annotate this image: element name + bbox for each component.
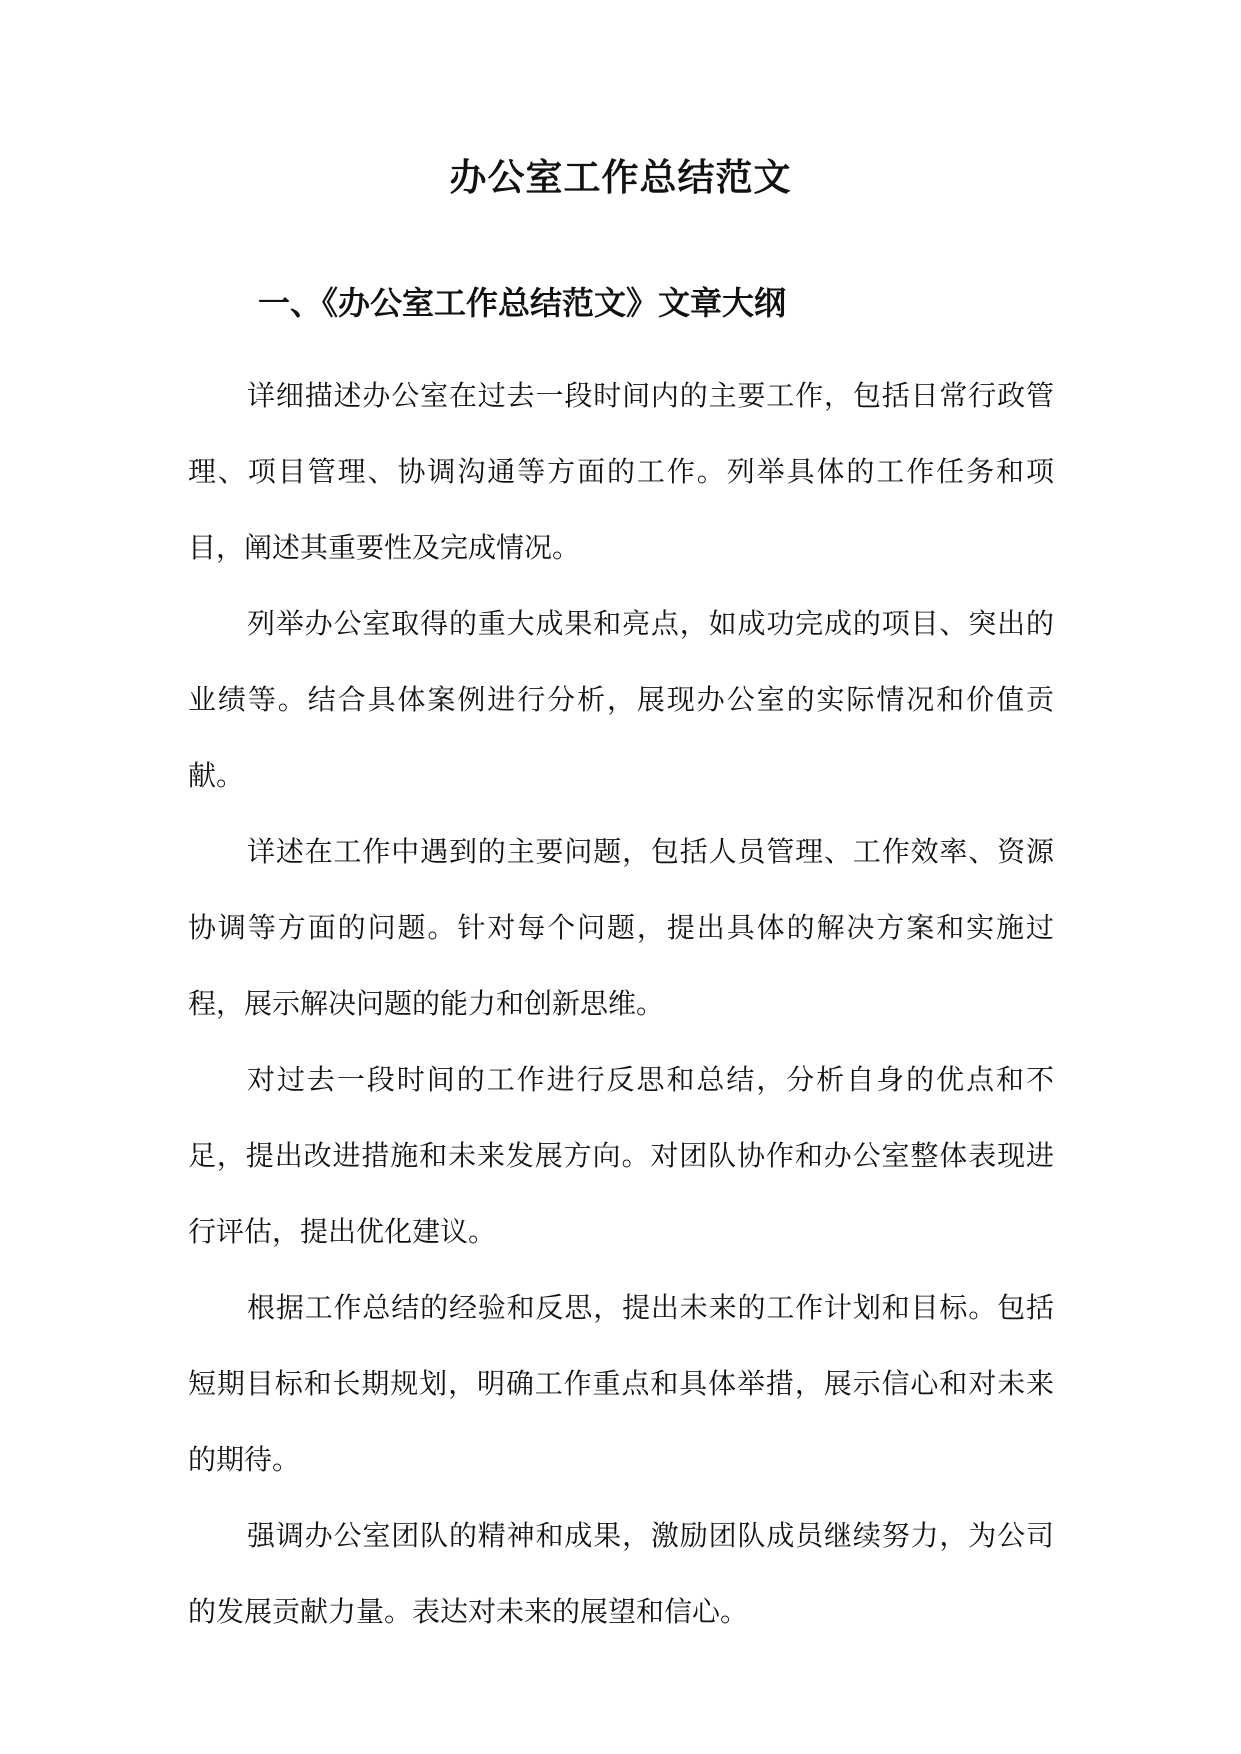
- paragraph-problems-solutions: 详述在工作中遇到的主要问题，包括人员管理、工作效率、资源协调等方面的问题。针对每个问题，提出具体的解决方案和实施过程，展示解决问题的能力和创新思维。: [188, 835, 1054, 1020]
- section-heading: 一、《办公室工作总结范文》文章大纲: [258, 284, 787, 322]
- paragraph-achievements: 列举办公室取得的重大成果和亮点，如成功完成的项目、突出的业绩等。结合具体案例进行分析，展现办公室的实际情况和价值贡献。: [188, 607, 1054, 792]
- paragraph-work-overview: 详细描述办公室在过去一段时间内的主要工作，包括日常行政管理、项目管理、协调沟通等方面的工作。列举具体的工作任务和项目，阐述其重要性及完成情况。: [188, 379, 1054, 564]
- paragraph-future-plan: 根据工作总结的经验和反思，提出未来的工作计划和目标。包括短期目标和长期规划，明确工作重点和具体举措，展示信心和对未来的期待。: [188, 1291, 1054, 1476]
- paragraph-reflection: 对过去一段时间的工作进行反思和总结，分析自身的优点和不足，提出改进措施和未来发展方向。对团队协作和办公室整体表现进行评估，提出优化建议。: [188, 1063, 1054, 1248]
- document-title: 办公室工作总结范文: [449, 155, 792, 199]
- document-body: [188, 358, 1054, 1650]
- paragraph-conclusion: 强调办公室团队的精神和成果，激励团队成员继续努力，为公司的发展贡献力量。表达对未来的展望和信心。: [188, 1519, 1054, 1628]
